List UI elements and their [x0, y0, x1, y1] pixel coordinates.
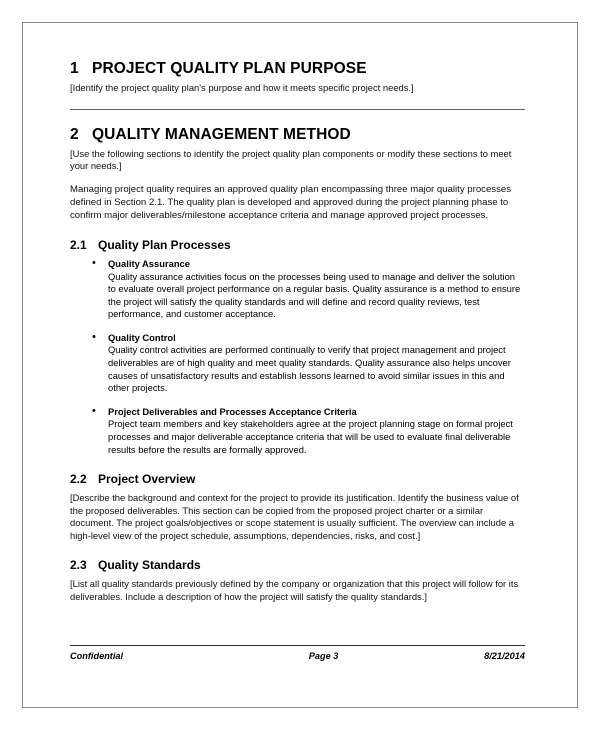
section-2-1-heading: [70, 238, 525, 252]
quality-plan-processes-list: [70, 258, 525, 456]
section-2-2-heading: [70, 472, 525, 486]
footer-date: 8/21/2014: [484, 651, 525, 661]
section-2-3-heading: [70, 558, 525, 572]
section-1-note: [Identify the project quality plan's purpose and how it meets specific project needs.]: [70, 82, 414, 93]
section-1-heading: [70, 60, 525, 78]
list-item-heading: • Quality Assurance: [108, 258, 190, 270]
section-2-3-note: [List all quality standards previously defined by the company or organization that this project will follow for its deliverables. Include a description of how the project will satisfy the quality standards.]: [70, 578, 519, 602]
section-2-1-number: 2.1: [70, 238, 87, 253]
section-2-2-title: Project Overview: [98, 472, 196, 487]
page-footer: [70, 645, 525, 661]
section-1-number: 1: [70, 60, 79, 77]
section-2-3-number: 2.3: [70, 558, 87, 573]
section-2-heading: [70, 126, 525, 144]
horizontal-rule: [70, 109, 525, 110]
document-content: [70, 60, 525, 603]
section-2-title: QUALITY MANAGEMENT METHOD: [92, 125, 351, 143]
section-2-paragraph: Managing project quality requires an approved quality plan encompassing three major quality processes defined in Section 2.1. The quality plan is developed and approved during the project planning phase to confirm major deliverables/milestone acceptance criteria and manage approved project processes.: [70, 183, 512, 221]
section-2-number: 2: [70, 125, 79, 143]
list-item-body: Project team members and key stakeholders agree at the project planning stage on formal project processes and major deliverable acceptance criteria that will be used to evaluate final deliverable results before the results are formally approved.: [108, 418, 513, 455]
section-2-2-note: [Describe the background and context for the project to provide its justification. Identify the business value of the proposed deliverables. This section can be copied from the proposed project charter or a similar document. The project goals/objectives or scope statement is usually sufficient. The overview can include a high-level view of the project schedule, assumptions, dependencies, risks, and cost.]: [70, 492, 519, 541]
section-2-1-title: Quality Plan Processes: [98, 238, 231, 253]
list-item-body: Quality assurance activities focus on the processes being used to manage and deliver the solution to evaluate overall project performance on a regular basis. Quality assurance is a method to ensure the project will satisfy the quality standards and will define and record quality reviews, test performance, and customer acceptance.: [108, 270, 521, 320]
footer-confidential-label: Confidential: [70, 651, 124, 661]
list-item: [70, 332, 525, 395]
list-item-heading: • Quality Control: [108, 331, 176, 343]
section-2-3-title: Quality Standards: [98, 558, 201, 573]
list-item: [70, 406, 525, 456]
list-item-heading: • Project Deliverables and Processes Acceptance Criteria: [108, 405, 357, 417]
list-item-body: Quality control activities are performed continually to verify that project management and project deliverables are of high quality and meet quality standards. Quality assurance also helps uncover causes of unsatisfactory results and establish lessons learned to avoid similar issues in this and other projects.: [108, 344, 511, 394]
section-2-2-number: 2.2: [70, 472, 87, 487]
list-item: [70, 258, 525, 321]
section-1-title: PROJECT QUALITY PLAN PURPOSE: [92, 60, 367, 77]
section-2-note: [Use the following sections to identify the project quality plan components or modify these sections to meet your needs.]: [70, 147, 512, 171]
footer-page-number: Page 3: [308, 651, 339, 661]
